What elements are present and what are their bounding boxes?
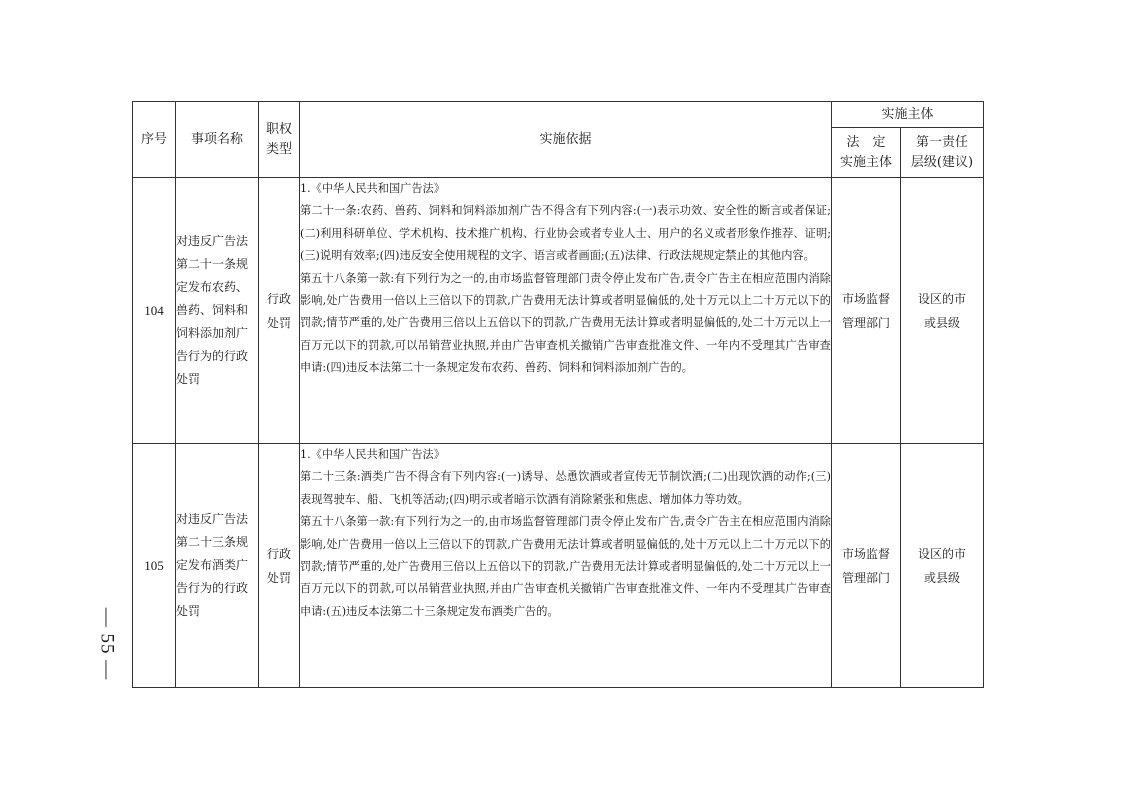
basis-article: 第二十三条:酒类广告不得含有下列内容:(一)诱导、怂恿饮酒或者宣传无节制饮酒;(二)出现饮酒的动作;(三)表现驾驶车、船、飞机等活动;(四)明示或者暗示饮酒有消除紧张和焦虑、增加体力等功效。 [300, 470, 831, 506]
row-basis [300, 444, 832, 688]
header-type-line1: 职权 [265, 121, 292, 137]
table-row [133, 178, 984, 444]
header-row-top [133, 102, 984, 128]
row-type: 行政处罚 [259, 444, 300, 688]
basis-penalty-clause: 第五十八条第一款:有下列行为之一的,由市场监督管理部门责令停止发布广告,责令广告主在相应范围内消除影响,处广告费用一倍以上三倍以下的罚款,广告费用无法计算或者明显偏低的,处十万元以上二十万元以下的罚款;情节严重的,处广告费用三倍以上五倍以下的罚款,广告费用无法计算或者明显偏低的,处二十万元以上一百万元以下的罚款,可以吊销营业执照,并由广告审查机关撤销广告审查批准文件、一年内不受理其广告审查申请:(五)违反本法第二十三条规定发布酒类广告的。 [300, 515, 831, 618]
header-level [901, 128, 984, 178]
header-basis: 实施依据 [300, 102, 832, 178]
page-number-text: — 55 — [96, 607, 117, 681]
row-legal-subject: 市场监督管理部门 [832, 178, 901, 444]
row-seq: 105 [133, 444, 176, 688]
header-legal [832, 128, 901, 178]
header-legal-line1: 法 定 [846, 134, 886, 150]
header-seq: 序号 [133, 102, 176, 178]
enforcement-items-table [132, 101, 984, 688]
row-legal-subject: 市场监督管理部门 [832, 444, 901, 688]
row-responsibility-level: 设区的市或县级 [901, 178, 984, 444]
row-seq: 104 [133, 178, 176, 444]
header-type [259, 102, 300, 178]
basis-article: 第二十一条:农药、兽药、饲料和饲料添加剂广告不得含有下列内容:(一)表示功效、安全性的断言或者保证;(二)利用科研单位、学术机构、技术推广机构、行业协会或者专业人士、用户的名义或者形象作推荐、证明;(三)说明有效率;(四)违反安全使用规程的文字、语言或者画面;(五)法律、行政法规规定禁止的其他内容。 [300, 204, 831, 263]
header-level-line2: 层级(建议) [910, 154, 974, 170]
header-name: 事项名称 [176, 102, 259, 178]
header-level-line1: 第一责任 [916, 134, 969, 150]
table-row [133, 444, 984, 688]
basis-law-title: 1.《中华人民共和国广告法》 [300, 448, 445, 461]
header-subject: 实施主体 [832, 102, 984, 128]
row-responsibility-level: 设区的市或县级 [901, 444, 984, 688]
row-basis [300, 178, 832, 444]
row-type: 行政处罚 [259, 178, 300, 444]
basis-penalty-clause: 第五十八条第一款:有下列行为之一的,由市场监督管理部门责令停止发布广告,责令广告主在相应范围内消除影响,处广告费用一倍以上三倍以下的罚款,广告费用无法计算或者明显偏低的,处十万元以上二十万元以下的罚款;情节严重的,处广告费用三倍以上五倍以下的罚款,广告费用无法计算或者明显偏低的,处二十万元以上一百万元以下的罚款,可以吊销营业执照,并由广告审查机关撤销广告审查批准文件、一年内不受理其广告审查申请:(四)违反本法第二十一条规定发布农药、兽药、饲料和饲料添加剂广告的。 [300, 271, 831, 375]
header-legal-line2: 实施主体 [839, 154, 892, 170]
basis-law-title: 1.《中华人民共和国广告法》 [300, 182, 445, 195]
row-item-name: 对违反广告法第二十一条规定发布农药、兽药、饲料和饲料添加剂广告行为的行政处罚 [176, 178, 259, 444]
header-type-line2: 类型 [265, 141, 292, 157]
page-number [84, 607, 128, 681]
row-item-name: 对违反广告法第二十三条规定发布酒类广告行为的行政处罚 [176, 444, 259, 688]
